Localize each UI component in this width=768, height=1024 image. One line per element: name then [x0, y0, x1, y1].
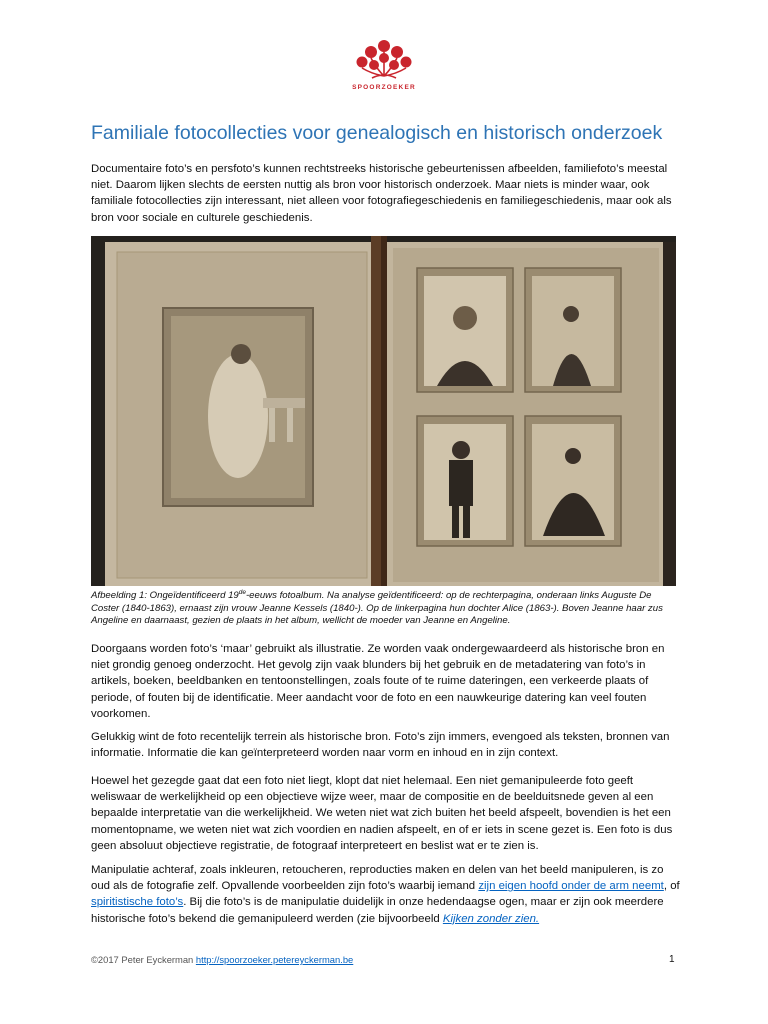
- paragraph-historical-source: Gelukkig wint de foto recentelijk terrein als historische bron. Foto’s zijn immers, evengoed als teksten, bronnen van informatie. Informatie die kan geïnterpreteerd worden naar vorm en inhoud en in zijn context.: [91, 731, 670, 760]
- paragraph-manipulation: [91, 862, 681, 927]
- caption-prefix: Afbeelding 1: Ongeïdentificeerd 19: [91, 590, 239, 602]
- photo-album-illustration: [91, 236, 676, 586]
- manipulation-text-c: . Bij die foto’s is de manipulatie duidelijk in onze hedendaagse ogen, maar er zijn ook meerdere historische foto’s bekend die gemanipuleerd werden (zie bijvoorbeeld: [91, 896, 664, 925]
- link-kijken-zonder-zien[interactable]: Kijken zonder zien.: [442, 912, 540, 925]
- manipulation-text-a: Manipulatie achteraf, zoals inkleuren, retoucheren, reproducties maken en delen van het beeld manipuleren, is zo oud als de fotografie zelf. Opvallende voorbeelden zijn foto’s waarbij iemand: [91, 864, 664, 893]
- page-title: Familiale fotocollecties voor genealogisch en historisch onderzoek: [91, 122, 663, 144]
- logo-text: SPOORZOEKER: [352, 84, 416, 91]
- photo-album-image: [91, 236, 676, 586]
- paragraph-objectivity: Hoewel het gezegde gaat dat een foto niet liegt, klopt dat niet helemaal. Een niet gemanipuleerde foto geeft weliswaar de werkelijkheid op een objectieve wijze weer, maar de compositie en de beelduitsnede geven al een bepaalde interpretatie van die werkelijkheid. We weten niet wat zich buiten het beeld afspeelt, bovendien is het een momentopname, we weten niet wat zich voordien en nadien afspeelt, en of er iets in scene gezet is. Een foto is dus geen absoluut objectieve registratie, de fotograaf interpreteert en beslist wat er te zien is.: [91, 775, 673, 852]
- link-spiritistische-fotos[interactable]: spiritistische foto’s: [91, 896, 184, 909]
- link-eigen-hoofd[interactable]: zijn eigen hoofd onder de arm neemt: [478, 880, 664, 893]
- flower-logo-icon: [354, 38, 414, 82]
- page-number: 1: [669, 954, 675, 965]
- caption-rest: -eeuws fotoalbum. Na analyse geïdentificeerd: op de rechterpagina, onderaan links Auguste De Coster (1840-1863), ernaast zijn vrouw Jeanne Kessels (1840-). Op de linkerpagina hun dochter Alice (1863-). Boven Jeanne haar zus Angeline en daarnaast, gezien de plaats in het album, wellicht de moeder van Jeanne en Angeline.: [91, 590, 663, 626]
- footer-copyright: ©2017 Peter Eyckerman: [91, 954, 196, 965]
- footer: [91, 954, 353, 965]
- spoorzoeker-logo: [352, 38, 416, 100]
- manipulation-text-b: , of: [663, 880, 680, 893]
- figure-caption: [91, 587, 681, 627]
- caption-superscript: de: [238, 589, 246, 596]
- paragraph-illustration: Doorgaans worden foto’s ‘maar’ gebruikt als illustratie. Ze worden vaak ondergewaardeerd als historische bron en niet grondig genoeg onderzocht. Het gevolg zijn vaak blunders bij het gebruik en de metadatering van foto’s in artikels, boeken, beeldbanken en tentoonstellingen, zoals foute of te ruime dateringen, een verkeerde plaats of periode, of fouten bij de identificatie. Meer aandacht voor de foto en een nauwkeurige datering kan veel fouten voorkomen.: [91, 643, 665, 720]
- footer-website-link[interactable]: http://spoorzoeker.petereyckerman.be: [195, 954, 354, 965]
- intro-paragraph: Documentaire foto’s en persfoto’s kunnen rechtstreeks historische gebeurtenissen afbeelden, familiefoto’s meestal niet. Daarom lijken slechts de eersten nuttig als bron voor historisch onderzoek. Maar niets is minder waar, ook familiale fotocollecties zijn interessant, niet alleen voor fotografiegeschiedenis en familiegeschiedenis, maar ook als bron voor sociale en culturele geschiedenis.: [91, 163, 672, 224]
